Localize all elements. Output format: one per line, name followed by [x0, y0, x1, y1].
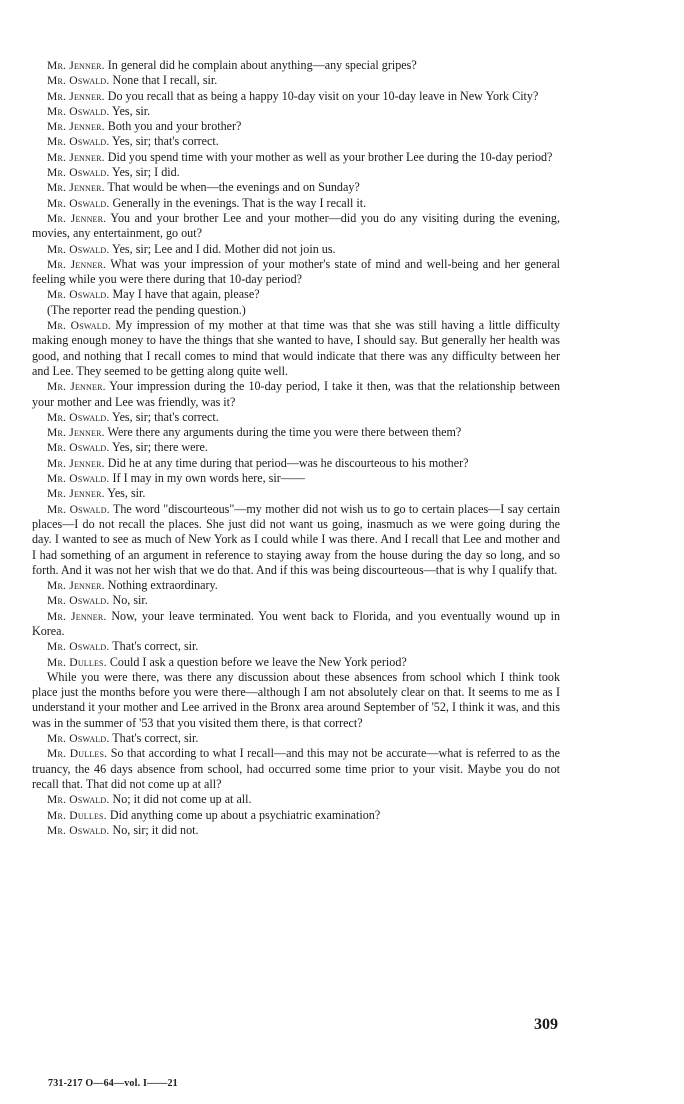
transcript-paragraph — [32, 456, 560, 471]
transcript-paragraph — [32, 746, 560, 792]
transcript-paragraph — [32, 73, 560, 88]
speaker-name: Mr. Oswald. — [47, 319, 111, 333]
speech-text: Did you spend time with your mother as well as your brother Lee during the 10-day period? — [107, 149, 553, 164]
transcript-paragraph — [32, 410, 560, 425]
speaker-name: Mr. Oswald. — [47, 104, 110, 118]
transcript-paragraph — [32, 119, 560, 134]
speech-text: Yes, sir; that's correct. — [112, 134, 219, 149]
speaker-name: Mr. Jenner. — [47, 150, 105, 164]
transcript-paragraph — [32, 58, 560, 73]
transcript-paragraph — [32, 425, 560, 440]
speech-text: That's correct, sir. — [112, 639, 199, 654]
speech-text: No, sir. — [112, 593, 148, 608]
speaker-name: Mr. Jenner. — [47, 380, 106, 394]
speaker-name: Mr. Jenner. — [47, 487, 105, 501]
speaker-name: Mr. Jenner. — [47, 181, 105, 195]
transcript-paragraph — [32, 379, 560, 410]
speech-text: So that according to what I recall—and this may not be accurate—what is referred to as the truancy, the 46 days absence from school, had occurred some time prior to your visit. Maybe you do not recall that. That did not come up at all? — [32, 746, 560, 791]
speech-text: My impression of my mother at that time was that she was still having a little difficulty making enough money to have the things that she wanted to have, I should say. But generally her health was good, and nothing that I recall comes to mind that would indicate that there was any difficulty between her and Lee. They seemed to be getting along quite well. — [32, 318, 560, 378]
speech-text: Yes, sir; I did. — [112, 165, 180, 180]
transcript-paragraph — [32, 578, 560, 593]
speech-text: Now, your leave terminated. You went back to Florida, and you eventually wound up in Korea. — [32, 608, 560, 638]
speech-text: Were there any arguments during the time you were there between them? — [107, 425, 462, 440]
transcript-paragraph — [32, 502, 560, 578]
speech-text: Did he at any time during that period—was he discourteous to his mother? — [107, 455, 469, 470]
transcript-paragraph — [32, 104, 560, 119]
speech-text: You and your brother Lee and your mother—did you do any visiting during the evening, movies, any entertainment, go out? — [32, 210, 560, 241]
speech-text: While you were there, was there any discussion about these absences from school which I think took place just the months before you were there—although I am not absolutely clear on that. It seems to me as I understand it your mother and Lee arrived in the Bronx area around September of '52, I think it was, and this was in the summer of '53 that you visited them there, is that correct? — [32, 669, 560, 730]
speech-text: May I have that again, please? — [112, 287, 260, 302]
speaker-name: Mr. Jenner. — [47, 456, 105, 470]
testimony-body — [32, 58, 560, 838]
speaker-name: Mr. Oswald. — [47, 441, 110, 455]
speech-text: Yes, sir. — [107, 486, 146, 501]
page-number: 309 — [534, 1016, 558, 1033]
transcript-paragraph — [32, 823, 560, 838]
speech-text: No, sir; it did not. — [112, 822, 199, 837]
speech-text: Your impression during the 10-day period, I take it then, was that the relationship between your mother and Lee was friendly, was it? — [32, 379, 560, 409]
transcript-paragraph — [32, 150, 560, 165]
speaker-name: Mr. Jenner. — [47, 211, 107, 225]
speaker-name: Mr. Oswald. — [47, 732, 110, 746]
transcript-paragraph — [32, 471, 560, 486]
transcript-paragraph — [32, 609, 560, 640]
footer-printing-code: 731-217 O—64—vol. I——21 — [48, 1078, 178, 1089]
speech-text: That's correct, sir. — [112, 731, 199, 746]
speaker-name: Mr. Dulles. — [47, 747, 108, 761]
speech-text: Yes, sir. — [112, 103, 151, 118]
speech-text: Generally in the evenings. That is the way I recall it. — [112, 195, 367, 210]
speech-text: In general did he complain about anything—any special gripes? — [107, 58, 417, 72]
transcript-paragraph — [32, 303, 560, 318]
transcript-paragraph — [32, 89, 560, 104]
speech-text: The word "discourteous"—my mother did not wish us to go to certain places—I say certain places—I do not recall the places. She just did not want us going, inasmuch as we were going during the day. I wanted to see as much of New York as I could while I was there. And I recall that Lee and mother and I had something of an argument in reference to staying away from the house during the day so long, and so forth. And it was not her wish that we do that. And if this was being discourteous—that is why I qualify that. — [32, 501, 560, 577]
speaker-name: Mr. Oswald. — [47, 502, 110, 516]
transcript-paragraph — [32, 180, 560, 195]
speaker-name: Mr. Jenner. — [47, 257, 107, 271]
speech-text: Yes, sir; that's correct. — [112, 409, 219, 424]
speech-text: Could I ask a question before we leave the New York period? — [109, 654, 407, 669]
speaker-name: Mr. Oswald. — [47, 410, 110, 424]
speaker-name: Mr. Jenner. — [47, 579, 105, 593]
speaker-name: Mr. Dulles. — [47, 808, 107, 822]
transcript-paragraph — [32, 165, 560, 180]
speaker-name: Mr. Jenner. — [47, 426, 105, 440]
speaker-name: Mr. Oswald. — [47, 166, 110, 180]
speaker-name: Mr. Oswald. — [47, 74, 110, 88]
transcript-paragraph — [32, 440, 560, 455]
speech-text: (The reporter read the pending question.) — [47, 302, 246, 317]
speech-text: Nothing extraordinary. — [107, 578, 218, 593]
transcript-paragraph — [32, 655, 560, 670]
speaker-name: Mr. Jenner. — [47, 59, 105, 72]
speech-text: Do you recall that as being a happy 10-day visit on your 10-day leave in New York City? — [107, 88, 539, 103]
transcript-paragraph — [32, 792, 560, 807]
speaker-name: Mr. Oswald. — [47, 472, 110, 486]
transcript-paragraph — [32, 486, 560, 501]
transcript-paragraph — [32, 808, 560, 823]
speaker-name: Mr. Oswald. — [47, 135, 110, 149]
speech-text: Both you and your brother? — [107, 119, 242, 134]
speaker-name: Mr. Jenner. — [47, 609, 107, 623]
transcript-paragraph — [32, 287, 560, 302]
transcript-paragraph — [32, 211, 560, 242]
speaker-name: Mr. Oswald. — [47, 823, 110, 837]
speech-text: Yes, sir; Lee and I did. Mother did not join us. — [112, 241, 336, 256]
speaker-name: Mr. Oswald. — [47, 288, 110, 302]
speaker-name: Mr. Jenner. — [47, 120, 105, 134]
speech-text: None that I recall, sir. — [112, 73, 218, 88]
transcript-paragraph — [32, 242, 560, 257]
speech-text: Yes, sir; there were. — [112, 440, 208, 455]
speaker-name: Mr. Oswald. — [47, 196, 110, 210]
transcript-paragraph — [32, 257, 560, 288]
transcript-paragraph — [32, 196, 560, 211]
speaker-name: Mr. Oswald. — [47, 242, 110, 256]
speech-text: That would be when—the evenings and on Sunday? — [107, 180, 360, 195]
speaker-name: Mr. Oswald. — [47, 640, 110, 654]
speech-text: No; it did not come up at all. — [112, 792, 252, 807]
speaker-name: Mr. Oswald. — [47, 793, 110, 807]
transcript-paragraph — [32, 670, 560, 731]
speech-text: Did anything come up about a psychiatric examination? — [109, 807, 381, 822]
transcript-paragraph — [32, 593, 560, 608]
speech-text: If I may in my own words here, sir—— — [112, 471, 305, 486]
transcript-paragraph — [32, 731, 560, 746]
speaker-name: Mr. Jenner. — [47, 89, 105, 103]
speech-text: What was your impression of your mother's state of mind and well-being and her general feeling while you were there during that 10-day period? — [32, 256, 560, 287]
speaker-name: Mr. Oswald. — [47, 594, 110, 608]
transcript-paragraph — [32, 318, 560, 379]
transcript-paragraph — [32, 134, 560, 149]
transcript-paragraph — [32, 639, 560, 654]
speaker-name: Mr. Dulles. — [47, 655, 107, 669]
